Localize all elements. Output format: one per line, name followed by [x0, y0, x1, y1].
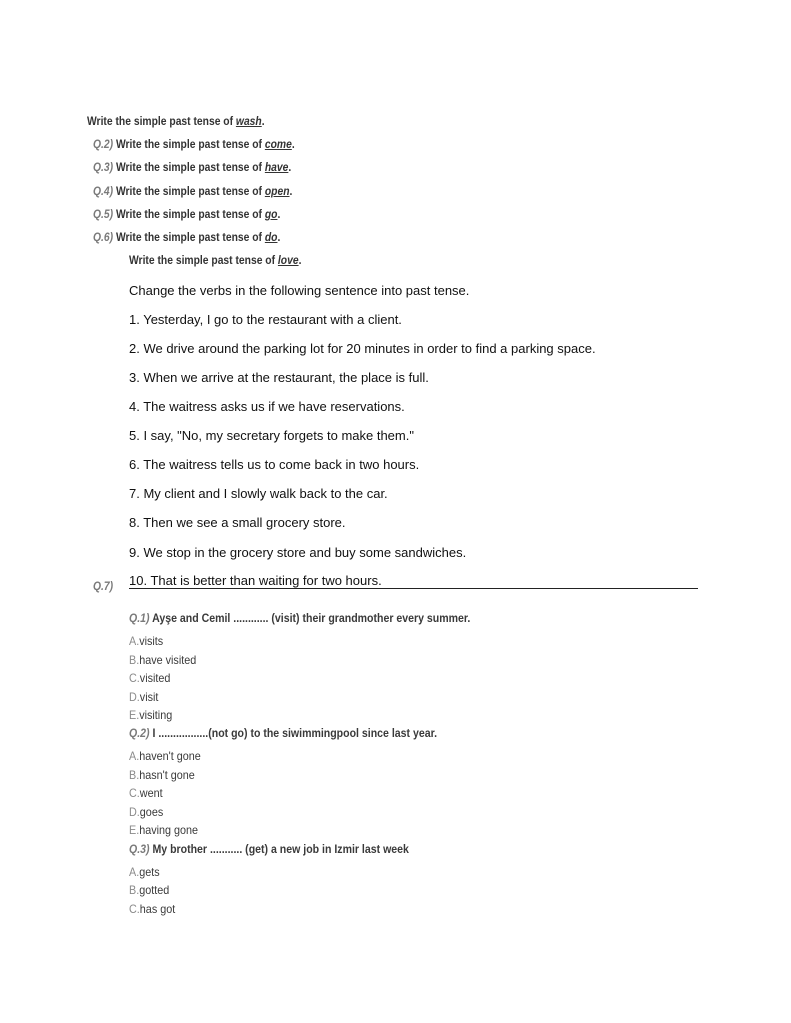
sentence-item: 5. I say, "No, my secretary forgets to make them." [129, 428, 414, 443]
sentence-item: 9. We stop in the grocery store and buy some sandwiches. [129, 545, 467, 560]
question-line: Q.4) Write the simple past tense of open. [93, 184, 293, 198]
sentence-item: 8. Then we see a small grocery store. [129, 515, 346, 530]
sentence-item: 10. That is better than waiting for two hours. [129, 573, 382, 588]
question-intro: Write the simple past tense of wash. [87, 114, 265, 128]
mcq-question: Q.2) I .................(not go) to the siwimmingpool since last year. [129, 726, 438, 740]
mcq-option: D.goes [129, 805, 164, 819]
question-number: Q.1) [129, 611, 150, 625]
mcq-option: E.having gone [129, 823, 199, 837]
verb-word: go [264, 207, 278, 221]
verb-word: have [264, 160, 289, 174]
question-line: Q.6) Write the simple past tense of do. [93, 230, 281, 244]
mcq-question: Q.3) My brother ........... (get) a new job in Izmir last week [129, 842, 409, 856]
sentence-item: 2. We drive around the parking lot for 20 minutes in order to find a parking space. [129, 341, 596, 356]
question-number: Q.4) [93, 184, 114, 198]
mcq-option: B.gotted [129, 883, 170, 897]
mcq-option: E.visiting [129, 708, 173, 722]
verb-word: do [264, 230, 278, 244]
question-line: Q.2) Write the simple past tense of come. [93, 137, 295, 151]
mcq-option: A.visits [129, 634, 164, 648]
verb-word: wash [235, 114, 262, 128]
question-line: Q.5) Write the simple past tense of go. [93, 207, 281, 221]
mcq-option: C.went [129, 786, 163, 800]
question-number: Q.3) [129, 842, 150, 856]
mcq-question: Q.1) Ayşe and Cemil ............ (visit) their grandmother every summer. [129, 611, 471, 625]
verb-word: open [264, 184, 290, 198]
question-number: Q.6) [93, 230, 114, 244]
verb-word: love [277, 253, 299, 267]
question-number: Q.3) [93, 160, 114, 174]
question-number: Q.2) [129, 726, 150, 740]
sentence-item: 6. The waitress tells us to come back in two hours. [129, 457, 420, 472]
sentence-item: 4. The waitress asks us if we have reservations. [129, 399, 405, 414]
question-line-love: Write the simple past tense of love. [129, 253, 302, 267]
mcq-option: B.hasn't gone [129, 768, 195, 782]
question-number: Q.2) [93, 137, 114, 151]
divider-line [129, 588, 698, 589]
mcq-option: C.has got [129, 902, 176, 916]
question-number-q7: Q.7) [93, 579, 114, 593]
verb-word: come [264, 137, 292, 151]
sentence-item: 7. My client and I slowly walk back to the car. [129, 486, 388, 501]
mcq-option: A.haven't gone [129, 749, 201, 763]
mcq-option: D.visit [129, 690, 159, 704]
mcq-option: C.visited [129, 671, 171, 685]
sentence-item: 3. When we arrive at the restaurant, the place is full. [129, 370, 429, 385]
question-line: Q.3) Write the simple past tense of have. [93, 160, 292, 174]
sentence-item: 1. Yesterday, I go to the restaurant with a client. [129, 312, 402, 327]
mcq-option: B.have visited [129, 653, 197, 667]
instruction: Change the verbs in the following sentence into past tense. [129, 283, 470, 298]
question-number: Q.5) [93, 207, 114, 221]
mcq-option: A.gets [129, 865, 160, 879]
